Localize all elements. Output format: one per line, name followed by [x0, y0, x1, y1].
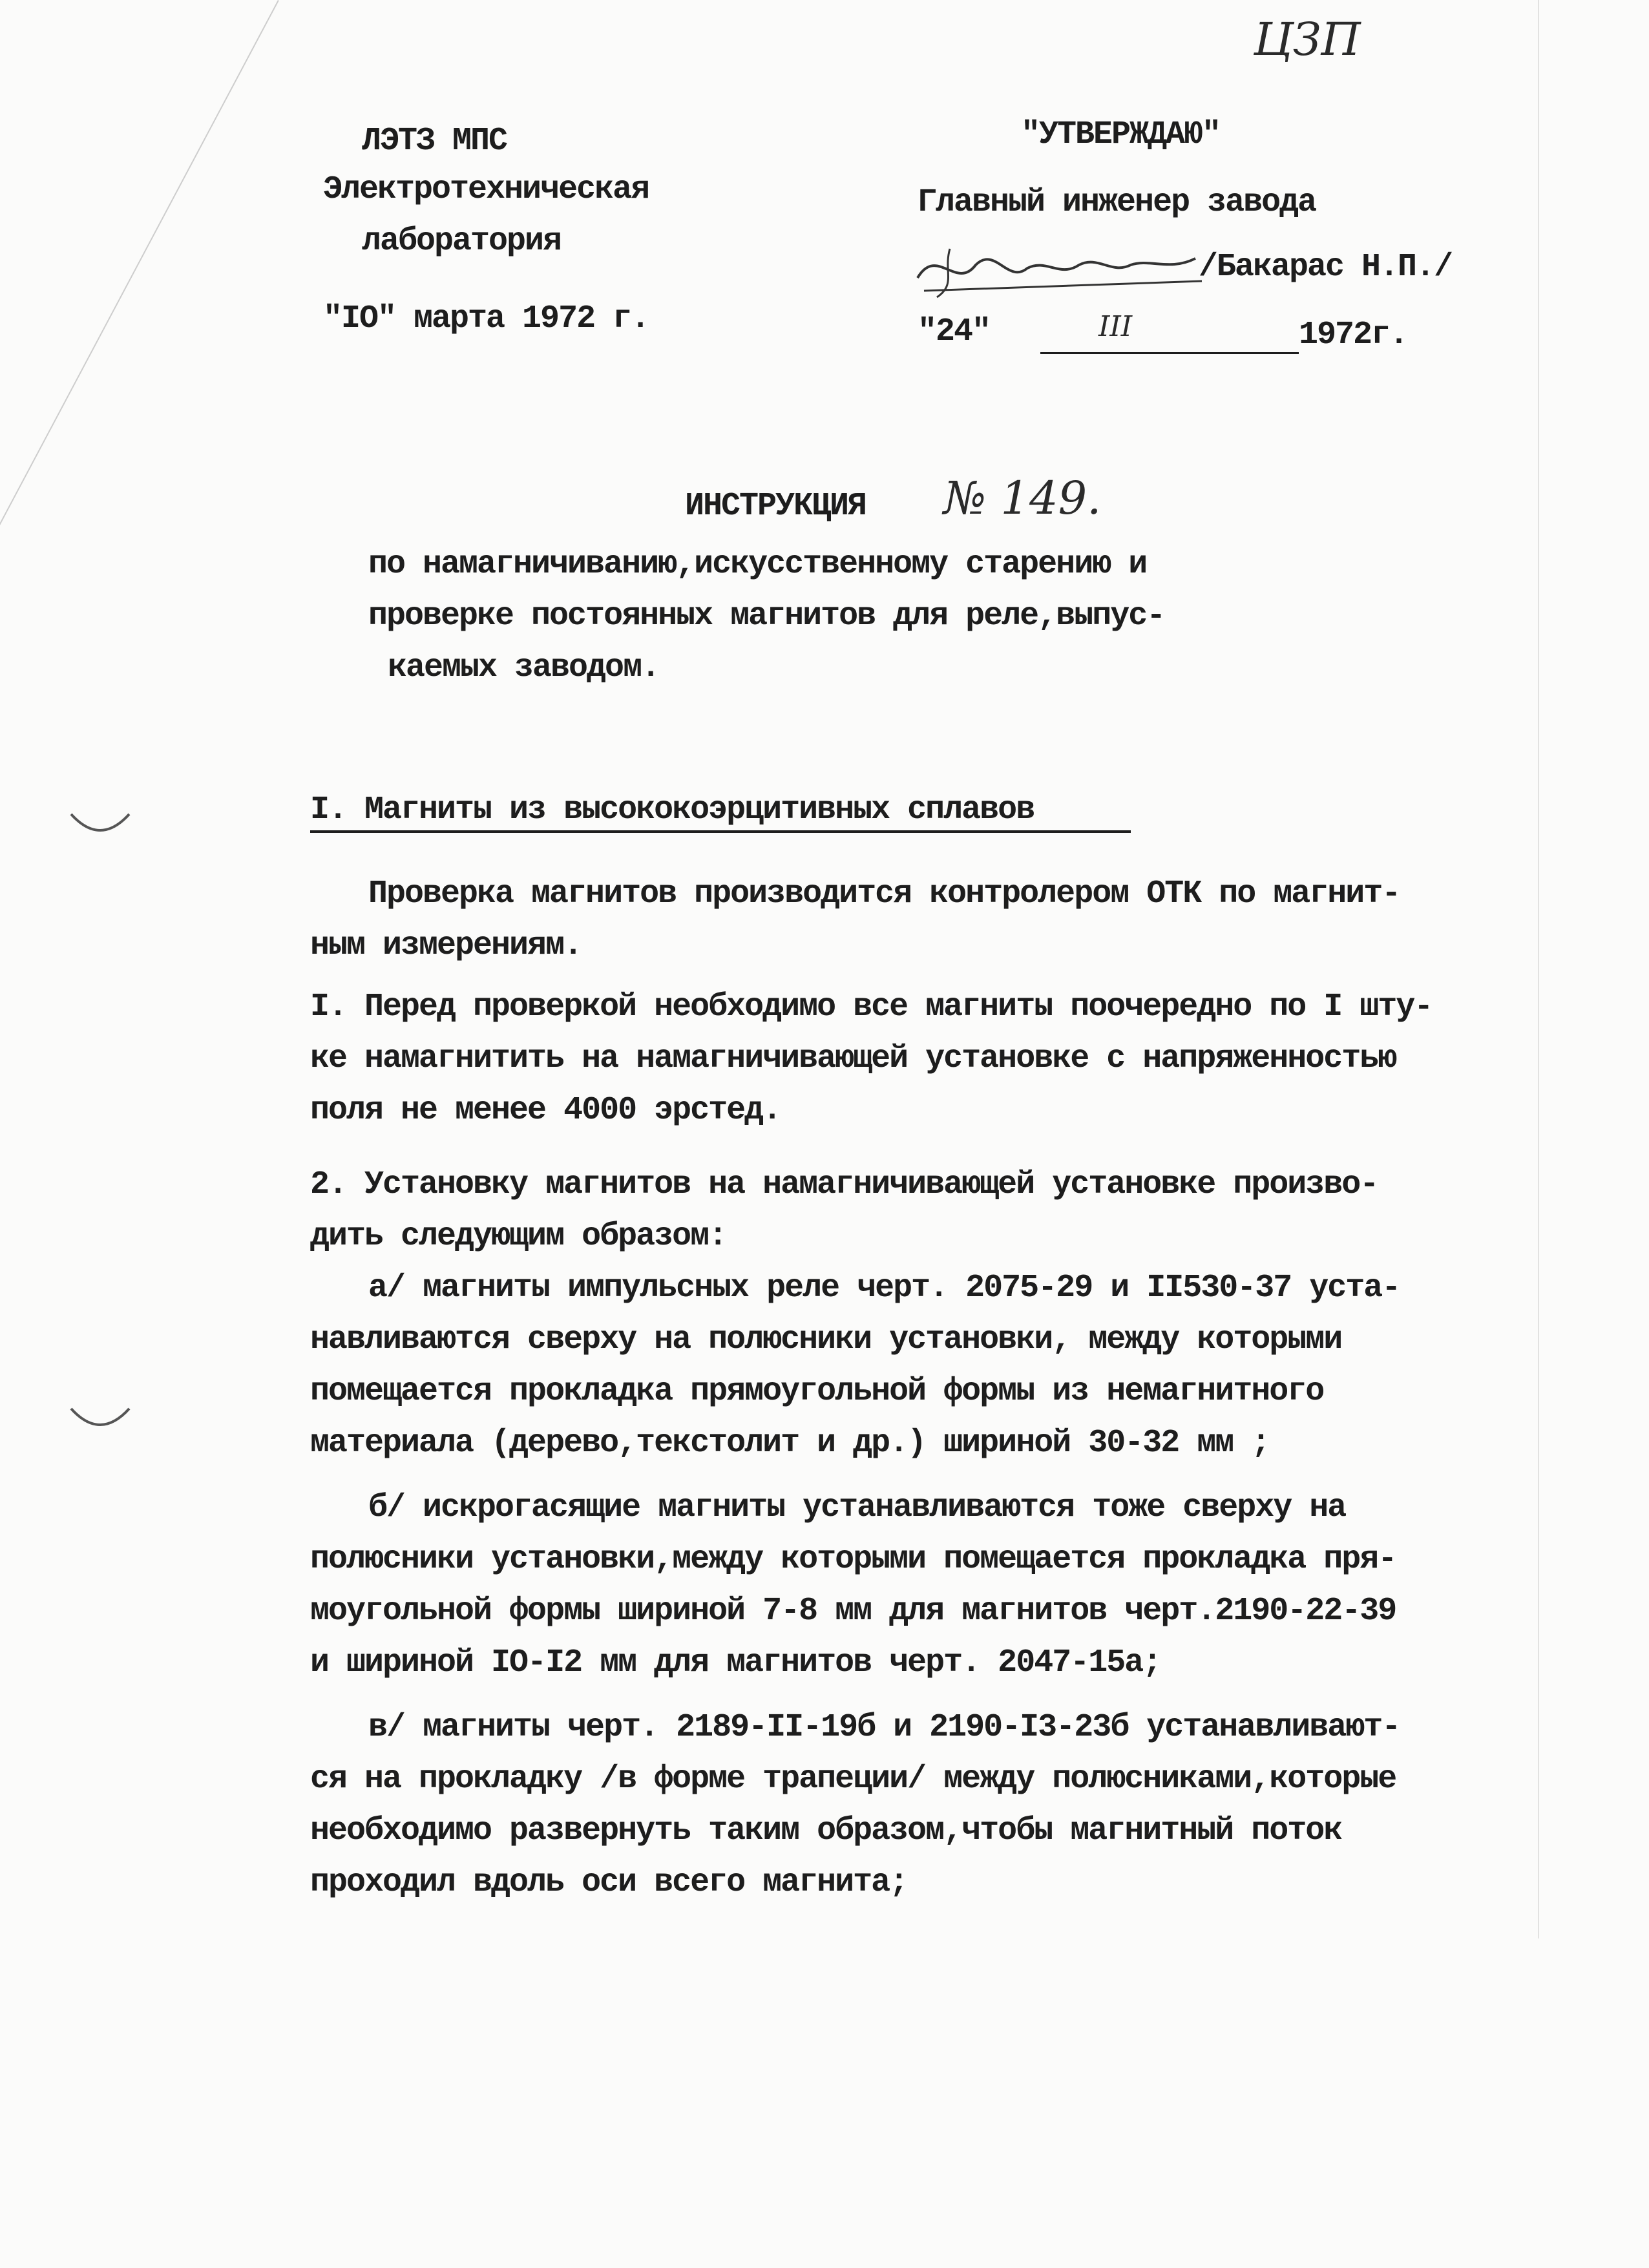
- item2b-line: и шириной IO-I2 мм для магнитов черт. 2047-15а;: [310, 1644, 1161, 1681]
- subtitle-line: по намагничиванию,искусственному старению и: [368, 546, 1147, 583]
- document-title: ИНСТРУКЦИЯ: [685, 488, 867, 525]
- section-heading-underline: [310, 830, 1131, 833]
- month-underline: [1040, 352, 1299, 354]
- section-heading: I. Магниты из высококоэрцитивных сплавов: [310, 792, 1035, 828]
- item2v-line: необходимо развернуть таким образом,чтобы магнитный поток: [310, 1812, 1342, 1849]
- org-name: ЛЭТЗ МПС: [362, 123, 507, 160]
- item2b-line: полюсники установки,между которыми помещается прокладка пря-: [310, 1541, 1396, 1578]
- subtitle-line: проверке постоянных магнитов для реле,выпус-: [368, 598, 1165, 635]
- document-number: № 149.: [943, 472, 1102, 525]
- item1-line: I. Перед проверкой необходимо все магниты поочередно по I шту-: [310, 989, 1433, 1025]
- item2-line: 2. Установку магнитов на намагничивающей установке произво-: [310, 1166, 1378, 1203]
- paper-crease: [1538, 0, 1539, 1938]
- item2b-line: б/ искрогасящие магниты устанавливаются тоже сверху на: [368, 1489, 1346, 1526]
- subtitle-line: каемых заводом.: [388, 649, 660, 686]
- paper-crease: [0, 0, 279, 856]
- approval-day: "24": [918, 313, 991, 350]
- item2a-line: навливаются сверху на полюсники установки, между которыми: [310, 1321, 1342, 1358]
- item2a-line: помещается прокладка прямоугольной формы из немагнитного: [310, 1373, 1324, 1410]
- department-line2: лаборатория: [362, 223, 562, 260]
- item2a-line: материала (дерево,текстолит и др.) шириной 30-32 мм ;: [310, 1425, 1270, 1462]
- signature: [911, 233, 1208, 304]
- item2v-line: в/ магниты черт. 2189-II-19б и 2190-I3-23б устанавливают-: [368, 1709, 1400, 1746]
- item2-line: дить следующим образом:: [310, 1218, 727, 1255]
- corner-handwritten-mark: ЦЗП: [1254, 13, 1361, 66]
- approval-heading: "УТВЕРЖДАЮ": [1021, 116, 1221, 153]
- item1-line: поля не менее 4000 эрстед.: [310, 1092, 781, 1129]
- punch-hole-icon: [65, 801, 136, 853]
- approval-month: III: [1098, 310, 1133, 343]
- left-date: "IO" марта 1972 г.: [323, 300, 649, 337]
- item2v-line: проходил вдоль оси всего магнита;: [310, 1864, 908, 1901]
- punch-hole-icon: [65, 1396, 136, 1447]
- intro-line: ным измерениям.: [310, 927, 582, 964]
- approver-name: /Бакарас Н.П./: [1199, 249, 1453, 286]
- approval-year: 1972г.: [1299, 317, 1408, 353]
- department-line1: Электротехническая: [323, 171, 649, 208]
- item2a-line: а/ магниты импульсных реле черт. 2075-29 и II530-37 уста-: [368, 1270, 1400, 1307]
- item2b-line: моугольной формы шириной 7-8 мм для магнитов черт.2190-22-39: [310, 1593, 1396, 1630]
- item2v-line: ся на прокладку /в форме трапеции/ между полюсниками,которые: [310, 1761, 1396, 1798]
- item1-line: ке намагнитить на намагничивающей установке с напряженностью: [310, 1040, 1396, 1077]
- approver-position: Главный инженер завода: [918, 184, 1316, 221]
- intro-line: Проверка магнитов производится контролером ОТК по магнит-: [368, 876, 1400, 912]
